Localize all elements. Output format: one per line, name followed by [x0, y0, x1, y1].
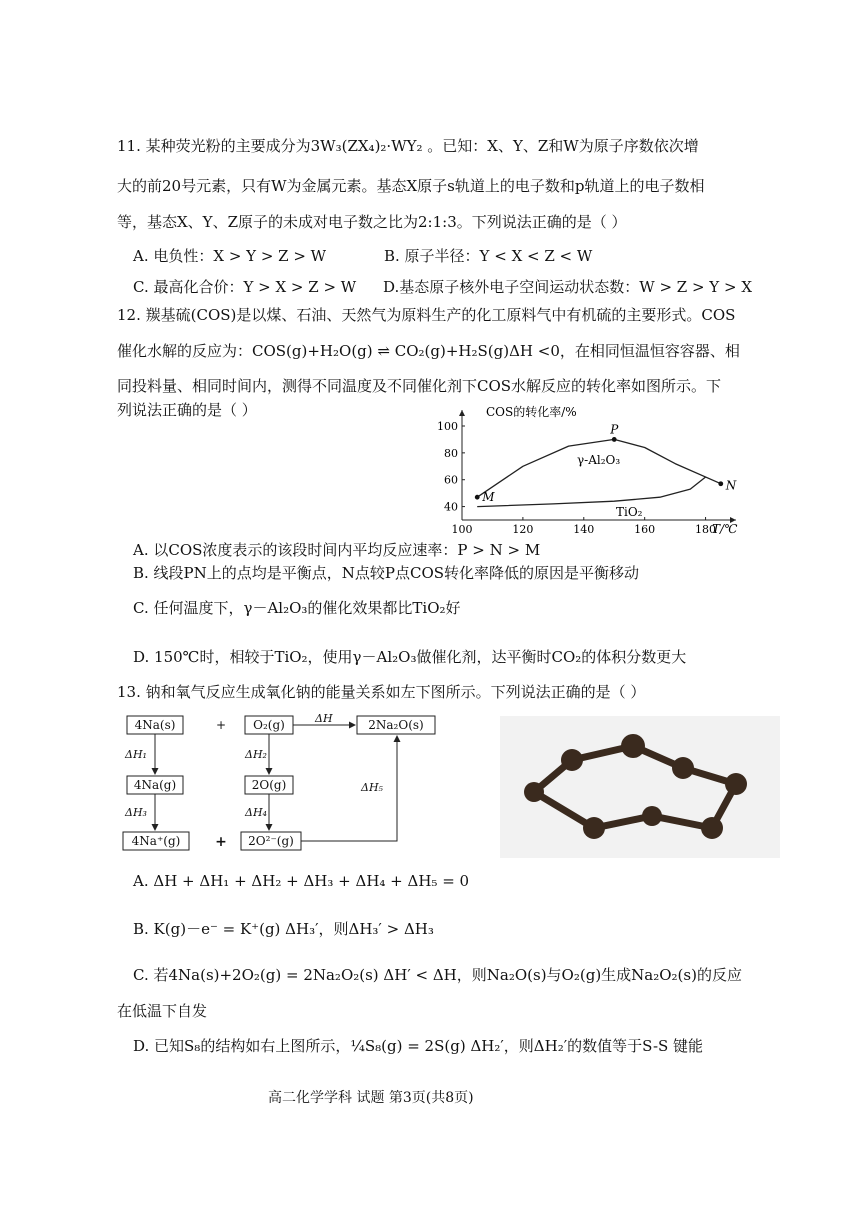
q12-option-b: B. 线段PN上的点均是平衡点，N点较P点COS转化率降低的原因是平衡移动 [133, 564, 640, 582]
series-label-gamma-al2o3: γ-Al₂O₃ [577, 453, 621, 467]
chart-y-arrow [459, 410, 465, 416]
label-dh5: ΔH₅ [361, 781, 383, 794]
chart-y-tick-label: 80 [444, 446, 458, 460]
q13-option-a: A. ΔH + ΔH₁ + ΔH₂ + ΔH₃ + ΔH₄ + ΔH₅ = 0 [133, 872, 470, 890]
label-na-ion: 4Na⁺(g) [131, 834, 181, 848]
q12-line1: 12. 羰基硫(COS)是以煤、石油、天然气为原料生产的化工原料气中有机硫的主要形式。COS [117, 306, 736, 324]
label-dh2: ΔH₂ [245, 748, 267, 761]
label-o-g: 2O(g) [251, 778, 287, 792]
q12-option-c: C. 任何温度下，γ－Al₂O₃的催化效果都比TiO₂好 [133, 599, 461, 617]
chart-y-tick-label: 60 [444, 473, 458, 487]
chart-x-tick-label: 100 [451, 523, 473, 536]
label-dh1: ΔH₁ [125, 748, 147, 761]
chart-point-M [475, 495, 480, 500]
chart-y-tick-label: 100 [437, 420, 458, 433]
chart-x-tick-label: 120 [512, 523, 534, 536]
s8-ring-structure-image [500, 716, 780, 858]
label-na-s: 4Na(s) [134, 718, 176, 732]
q12-line3: 同投料量、相同时间内，测得不同温度及不同催化剂下COS水解反应的转化率如图所示。下 [117, 377, 722, 395]
q11-line3: 等，基态X、Y、Z原子的未成对电子数之比为2:1:3。下列说法正确的是（ ） [117, 213, 627, 231]
chart-y-tick-label: 40 [444, 500, 458, 514]
plus-top: + [215, 718, 227, 732]
chart-x-tick-label: 140 [573, 523, 595, 536]
series-line-0 [477, 439, 721, 497]
chart-point-label-N: N [725, 478, 737, 493]
q13-stem: 13. 钠和氧气反应生成氧化钠的能量关系如左下图所示。下列说法正确的是（ ） [117, 683, 646, 701]
q11-option-c: C. 最高化合价：Y > X > Z > W [133, 278, 357, 296]
q11-option-a: A. 电负性：X > Y > Z > W [133, 247, 327, 265]
q13-option-c-line1: C. 若4Na(s)+2O₂(g) = 2Na₂O₂(s) ΔH′ < ΔH，则Na₂O(s)与O₂(g)生成Na₂O₂(s)的反应 [133, 966, 742, 984]
label-o-ion: 2O²⁻(g) [248, 834, 294, 848]
energy-cycle-diagram [115, 712, 445, 862]
q12-line4: 列说法正确的是（ ） [117, 401, 257, 419]
cos-conversion-chart [437, 402, 760, 542]
chart-svg [437, 402, 760, 542]
chart-point-N [718, 481, 723, 486]
q11-line1: 11. 某种荧光粉的主要成分为3W₃(ZX₄)₂·WY₂ 。已知：X、Y、Z和W为原子序数依次增 [117, 137, 699, 155]
label-dh3: ΔH₃ [125, 806, 147, 819]
s8-ring-svg [500, 716, 780, 858]
energy-cycle-svg [115, 712, 445, 862]
chart-x-tick-label: 160 [634, 523, 656, 536]
chart-point-label-M: M [482, 490, 495, 505]
chart-x-tick-label: 180 [695, 523, 717, 536]
series-label-tio2: TiO₂ [616, 505, 643, 519]
q12-option-d: D. 150℃时，相较于TiO₂，使用γ－Al₂O₃做催化剂，达平衡时CO₂的体积分数更大 [133, 648, 687, 666]
q12-option-a: A. 以COS浓度表示的该段时间内平均反应速率：P > N > M [133, 541, 541, 559]
q12-line2: 催化水解的反应为：COS(g)+H₂O(g) ⇌ CO₂(g)+H₂S(g)ΔH <0，在相同恒温恒容容器、相 [117, 342, 740, 360]
label-dh: ΔH [315, 712, 333, 725]
plus-bottom: + [215, 834, 227, 850]
chart-point-P [612, 437, 617, 442]
page-footer: 高二化学学科 试题 第3页(共8页) [268, 1090, 474, 1106]
q13-option-b: B. K(g)－e⁻ = K⁺(g) ΔH₃′，则ΔH₃′ > ΔH₃ [133, 920, 434, 938]
q11-option-d: D.基态原子核外电子空间运动状态数：W > Z > Y > X [383, 278, 752, 296]
q11-line2: 大的前20号元素，只有W为金属元素。基态X原子s轨道上的电子数和p轨道上的电子数相 [117, 177, 705, 195]
label-na2o: 2Na₂O(s) [368, 718, 424, 732]
q13-option-d: D. 已知S₈的结构如右上图所示，¼S₈(g) = 2S(g) ΔH₂′，则ΔH₂′的数值等于S-S 键能 [133, 1037, 704, 1055]
series-line-1 [477, 477, 705, 507]
label-dh4: ΔH₄ [245, 806, 267, 819]
label-na-g: 4Na(g) [133, 778, 177, 792]
q11-option-b: B. 原子半径：Y < X < Z < W [384, 247, 593, 265]
chart-point-label-P: P [610, 422, 619, 437]
label-o2-g: O₂(g) [253, 718, 285, 732]
chart-y-axis-label: COS的转化率/% [486, 405, 577, 419]
q13-option-c-line2: 在低温下自发 [117, 1002, 208, 1020]
chart-x-axis-label: T/℃ [712, 522, 738, 536]
